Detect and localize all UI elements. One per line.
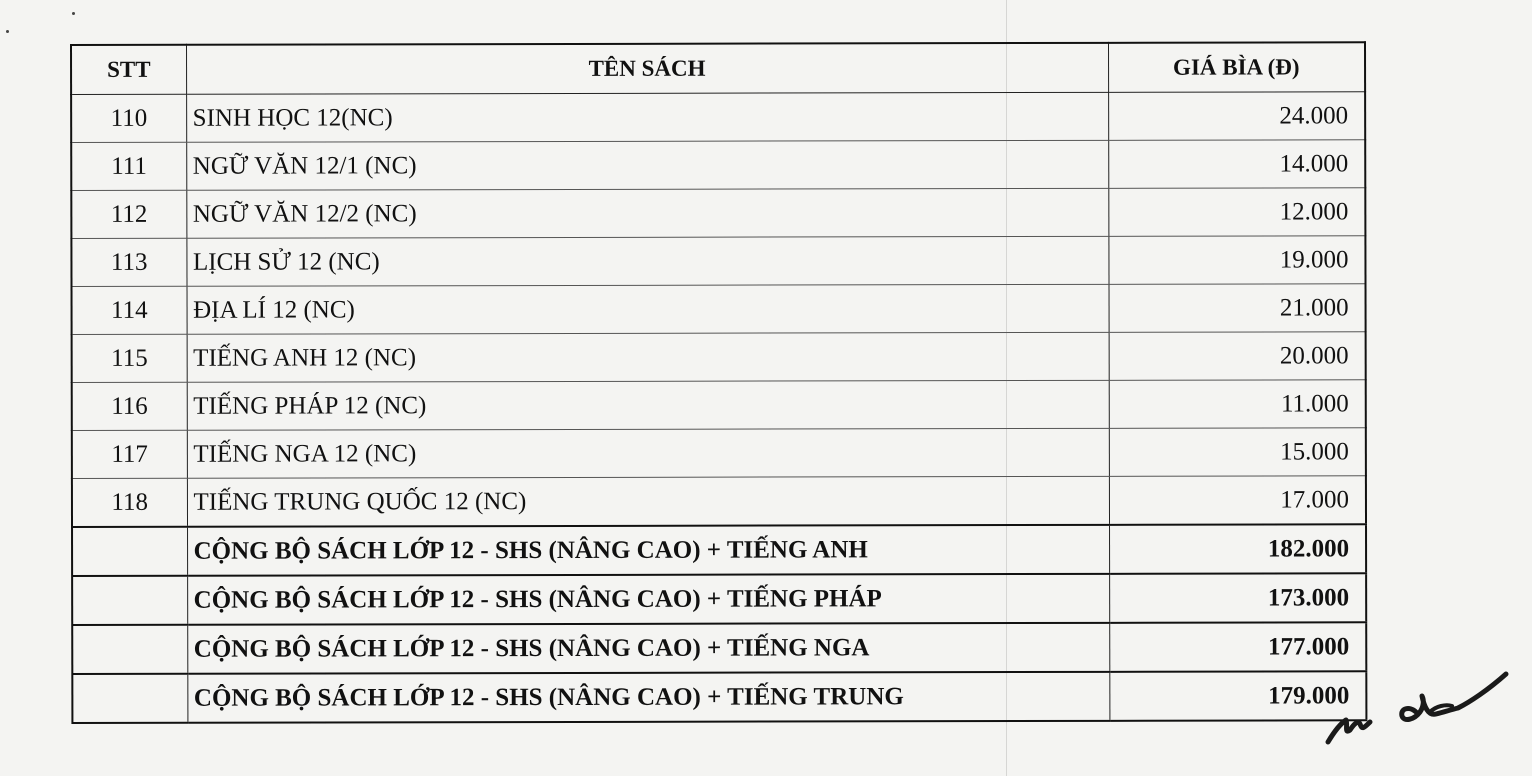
- table-row: [71, 140, 1365, 191]
- row-price: 19.000: [1108, 236, 1365, 285]
- row-price: 11.000: [1109, 380, 1366, 429]
- row-price: 21.000: [1109, 284, 1366, 333]
- table-body: [71, 92, 1366, 723]
- total-stt-empty: [72, 625, 187, 674]
- total-row: [72, 622, 1366, 674]
- table-row: [71, 92, 1365, 143]
- header-row: [71, 42, 1365, 94]
- table-row: [72, 380, 1366, 431]
- row-book-name: LỊCH SỬ 12 (NC): [186, 236, 1108, 286]
- total-label: CỘNG BỘ SÁCH LỚP 12 - SHS (NÂNG CAO) + TIẾNG ANH: [187, 525, 1109, 576]
- row-price: 12.000: [1108, 188, 1365, 237]
- row-book-name: NGỮ VĂN 12/1 (NC): [186, 140, 1108, 190]
- row-stt: 116: [72, 382, 187, 430]
- header-cover-price: GIÁ BÌA (Đ): [1108, 42, 1365, 92]
- row-book-name: NGỮ VĂN 12/2 (NC): [186, 188, 1108, 238]
- total-label: CỘNG BỘ SÁCH LỚP 12 - SHS (NÂNG CAO) + TIẾNG TRUNG: [187, 672, 1109, 723]
- price-table: [70, 41, 1367, 724]
- header-stt: STT: [71, 45, 186, 95]
- row-price: 24.000: [1108, 92, 1365, 141]
- row-book-name: TIẾNG TRUNG QUỐC 12 (NC): [187, 476, 1109, 526]
- row-price: 20.000: [1109, 332, 1366, 381]
- scan-speck: [72, 12, 75, 15]
- row-stt: 115: [72, 334, 187, 382]
- row-price: 14.000: [1108, 140, 1365, 189]
- total-stt-empty: [72, 674, 187, 723]
- row-stt: 117: [72, 430, 187, 478]
- total-price: 173.000: [1109, 573, 1366, 623]
- row-stt: 118: [72, 478, 187, 527]
- total-label: CỘNG BỘ SÁCH LỚP 12 - SHS (NÂNG CAO) + TIẾNG NGA: [187, 623, 1109, 674]
- table-header: [71, 42, 1365, 94]
- total-row: [72, 524, 1366, 576]
- row-book-name: SINH HỌC 12(NC): [186, 92, 1108, 142]
- table-row: [72, 284, 1366, 335]
- scan-speck: [6, 30, 9, 33]
- row-book-name: TIẾNG PHÁP 12 (NC): [187, 380, 1109, 430]
- table-row: [72, 476, 1366, 527]
- total-stt-empty: [72, 576, 187, 625]
- row-stt: 113: [71, 238, 186, 286]
- total-price: 179.000: [1109, 671, 1366, 721]
- row-book-name: TIẾNG NGA 12 (NC): [187, 428, 1109, 478]
- total-row: [72, 573, 1366, 625]
- header-book-name: TÊN SÁCH: [186, 43, 1108, 94]
- total-label: CỘNG BỘ SÁCH LỚP 12 - SHS (NÂNG CAO) + TIẾNG PHÁP: [187, 574, 1109, 625]
- handwritten-signature: [1320, 662, 1520, 752]
- table-row: [71, 188, 1365, 239]
- row-price: 15.000: [1109, 428, 1366, 477]
- total-stt-empty: [72, 527, 187, 576]
- row-book-name: TIẾNG ANH 12 (NC): [187, 332, 1109, 382]
- row-book-name: ĐỊA LÍ 12 (NC): [187, 284, 1109, 334]
- table-row: [71, 236, 1365, 287]
- table-row: [72, 332, 1366, 383]
- row-stt: 110: [71, 94, 186, 142]
- row-stt: 112: [71, 190, 186, 238]
- total-row: [72, 671, 1366, 723]
- row-stt: 114: [72, 286, 187, 334]
- row-price: 17.000: [1109, 476, 1366, 525]
- row-stt: 111: [71, 142, 186, 190]
- table-row: [72, 428, 1366, 479]
- total-price: 177.000: [1109, 622, 1366, 672]
- total-price: 182.000: [1109, 524, 1366, 574]
